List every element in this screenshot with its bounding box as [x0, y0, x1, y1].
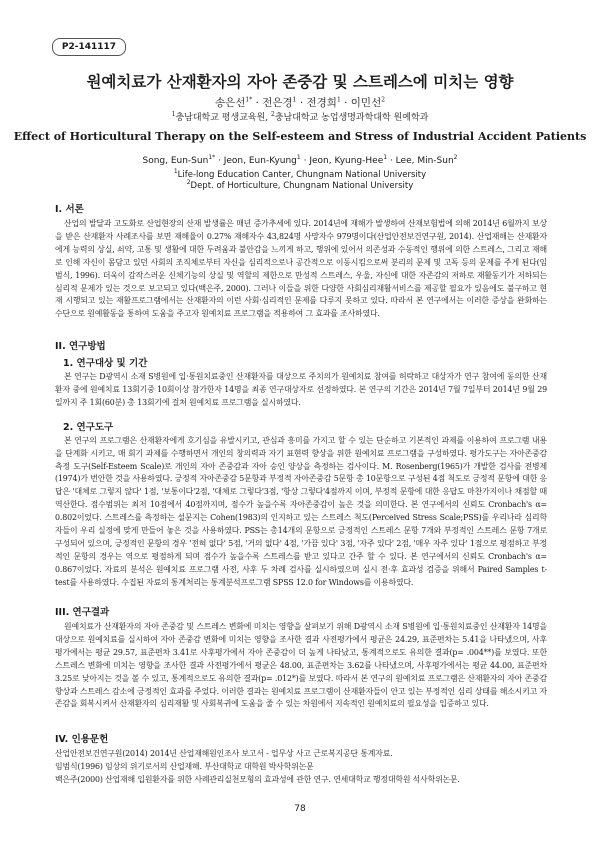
section-heading: III. 연구결과 [55, 607, 110, 618]
author-marker: 1* [245, 96, 253, 104]
author-name: 전경희 [306, 97, 337, 109]
authors-english [0, 156, 600, 166]
section-heading: II. 연구방법 [55, 341, 106, 352]
section-results [55, 604, 547, 711]
section-paragraph: 산업의 발달과 고도화로 산업현장의 산재 발생률은 매년 증가추세에 있다. 2014년에 재해가 발생하여 산재보험법에 의해 2014년 6월까지 보상을 받은 산재환자 사례조사를 보면 재해율이 0.27% 재해자수 43,824명 사망자수 979명이다(산업안전보건연구원, 2014). 산업재해는 산재환자에게 능력의 상실, 쇠약, 고통 및 생활에 대한 두려움과 불안감을 느끼게 하고, 행위에 있어서 의존성과 수동적인 행위에 의한 스트레스, 그리고 재해로 인해 자신이 몸담고 있던 사회의 조직체로부터 자신을 심리적으로나 공간적으로 이동시킴으로써 분리의 문제 및 고독 등의 문제를 주게 된다(임범식, 1996). 더욱이 감작스러운 신체기능의 상실 및 역할의 제한으로 만성적 스트레스, 우울, 자신에 대한 자존감의 저하로 재활동기가 저하되는 심리적 문제가 있는 것으로 보고되고 있다(백은주, 2000). 그러나 이들을 위한 다양한 사회심리재활서비스를 제공할 필요가 있음에도 불구하고 현재 시행되고 있는 재활프로그램에서는 산재환자의 이런 사회·심리적인 문제를 다루지 못하고 있다. 따라서 본 연구에서는 이러한 증상을 완화하는 수단으로 원예활동을 통하여 도움을 주고자 원예치료 프로그램을 적용하여 그 효과를 조사하였다. [55, 219, 547, 319]
presentation-code-badge: P2-141117 [52, 38, 126, 56]
author-marker: 1 [292, 96, 297, 104]
author-marker: 2 [381, 96, 386, 104]
author-name: Jeon, Kyung-Hee [309, 156, 384, 166]
section-heading: IV. 인용문헌 [55, 734, 109, 745]
author-marker: 1 [296, 154, 301, 161]
title-korean: 원예치료가 산재환자의 자아 존중감 및 스트레스에 미치는 영향 [86, 72, 514, 91]
affiliation-marker: 2 [186, 179, 191, 187]
author-separator: · [215, 156, 224, 166]
author-marker: 1 [336, 96, 341, 104]
section-paragraph: 본 연구는 D광역시 소재 S병원에 입·통원치료중인 산재환자를 대상으로 주치의가 원예치료 참여를 허락하고 대상자가 연구 참여에 동의한 산재환자 중에 원예치료 13회기중 10회이상 참가한자 14명을 최종 연구대상자로 선정하였다. 본 연구의 기간은 2014년 7월 7일부터 2014년 9월 29일까지 주 1회(60분) 총 13회기에 걸쳐 원예치료 프로그램을 실시하였다. [55, 372, 547, 407]
author-marker: 2 [453, 154, 458, 161]
author-separator: · [296, 97, 307, 109]
title-english: Effect of Horticultural Therapy on the Self-esteem and Stress of Industrial Accident Patients [13, 130, 587, 143]
author-marker: 1* [208, 154, 216, 161]
section-heading: I. 서론 [55, 204, 84, 215]
author-name: Lee, Min-Sun [395, 156, 454, 166]
subsection-heading: 1. 연구대상 및 기간 [63, 358, 148, 369]
affiliation-korean [0, 110, 600, 123]
affiliation-line [0, 170, 600, 181]
author-name: 이민선 [350, 97, 382, 109]
section-introduction [55, 201, 547, 321]
author-separator: · [300, 156, 310, 166]
authors-korean [0, 95, 600, 110]
reference-item: 산업안전보건연구원(2014) 2014년 산업재해원인조사 보고서 - 업무상 사고 근로복지공단 통계자료. [55, 749, 393, 758]
affiliation-line [0, 181, 600, 192]
author-marker: 1 [383, 154, 388, 161]
subsection-heading: 2. 연구도구 [63, 421, 114, 433]
affiliation-text: 충남대학교 평생교육원, [175, 113, 271, 123]
author-name: 전은경 [262, 97, 293, 109]
section-references [55, 731, 547, 787]
reference-item: 백은주(2000) 산업재해 입원환자를 위한 사례관리실천모형의 효과성에 관한 연구. 연세대학교 행정대학원 석사학위논문. [55, 774, 460, 784]
affiliation-english [0, 170, 600, 192]
affiliation-text: Life-long Education Canter, Chungnam National University [177, 170, 427, 180]
author-separator: · [252, 97, 263, 109]
author-separator: · [387, 156, 396, 166]
author-separator: · [340, 97, 351, 109]
affiliation-marker: 2 [271, 111, 275, 118]
section-paragraph: 본 연구의 프로그램은 산재환자에게 호기심을 유발시키고, 관심과 흥미를 가지고 할 수 있는 단순하고 기본적인 과제를 이용하여 프로그램 내용을 단계화 시키고, 매 회기 과제를 수행하면서 개인의 창의력과 자기 표현력 향상을 위한 원예치료 프로그램을 구성하였다. 평가도구는 자아존중감 측정 도구(Self-Esteem Scale)로 개인의 자아 존중감과 자아 승인 양상을 측정하는 검사이다. M. Rosenberg(1965)가 개발한 검사를 전병제(1974)가 번안한 것을 사용하였다. 긍정적 자아존중감 5문항과 부정적 자아존중감 5문항 총 10문항으로 구성된 4점 척도로 긍정적 문항에 대한 응답은 '대체로 그렇지 않다' 1점, '보통이다'2점, '대체로 그렇다'3점, '항상 그렇다'4점까지 이며, 부정적 문항에 대한 응답도 마찬가지이나 채점할 때 역산한다. 점수범위는 최저 10점에서 40점까지며, 점수가 높을수록 자아존중감이 높은 것을 의미한다. 본 연구에서의 신뢰도 Cronbach's α= 0.802이었다. 스트레스를 측정하는 설문지는 Cohen(1983)의 인지하고 있는 스트레스 척도(Perceived Stress Scale;PSS)를 우리나라 심리학자들이 우리 실정에 맞게 만들어 놓은 것을 사용하였다. PSS는 총14개의 문항으로 긍정적인 스트레스 문항 7개와 부정적인 스트레스 문항 7개로 구성되어 있으며, 긍정적인 문항의 경우 '전혀 없다' 5점, '거의 없다' 4점, '가끔 있다' 3점, '자주 있다' 2점, '매우 자주 있다' 1점으로 평점하고 부정적인 문항의 경우는 역으로 평점하게 되며 점수가 높을수록 스트레스를 받고 있다고 간주 할 수 있다. 본 연구에서의 신뢰도 Cronbach's α= 0.867이었다. 자료의 분석은 원예치료 프로그램 사전, 사후 두 차례 검사를 실시하였으며 실시 전·후 효과성 검증을 위해서 Paired Samples t-test를 사용하였다. 수집된 자료의 통계처리는 통계분석프로그램 SPSS 12.0 for Windows를 이용하였다. [55, 435, 547, 587]
affiliation-text: 충남대학교 농업생명과학대학 원예학과 [274, 113, 429, 123]
section-methods [55, 338, 547, 590]
affiliation-marker: 1 [171, 111, 176, 118]
page-number: 78 [294, 804, 306, 814]
affiliation-text: Dept. of Horticulture, Chungnam National University [190, 181, 414, 191]
section-paragraph: 원예치료가 산재환자의 자아 존중감 및 스트레스 변화에 미치는 영향을 살펴보기 위해 D광역시 소재 S병원에 입·통원치료중인 산재환자 14명을 대상으로 원예치료를 실시하여 자아 존중감 변화에 미치는 영향을 조사한 결과 사전평가에서 평균은 24.29, 표준편차는 5.41을 나타냈으며, 사후평가에서는 평균 29.57, 표준편차 3.41로 사후평가에서 자아 존중감이 더 높게 나타났고, 통계적으로도 유의한 결과(p= .004**)를 보였다. 또한 스트레스 변화에 미치는 영향을 조사한 결과 사전평가에서 평균은 48.00, 표준편차는 3.62를 나타냈으며, 사후평가에서는 평균 44.00, 표준편차 3.25로 낮아지는 것을 볼 수 있고, 통계적으로도 유의한 결과(p= .012*)를 보였다. 따라서 본 연구의 원예치료 프로그램은 산재환자의 자아 존중감 향상과 스트레스 감소에 긍정적인 효과를 주었다. 이러한 결과는 원예치료 프로그램이 산재환자들이 안고 있는 부정적인 심리 상태를 해소시키고 자존감을 회복시켜서 산재환자의 심리재활 및 사회복귀에 도움을 줄 수 있는 차원에서 지속적인 원예치료의 필요성을 입증하고 있다. [55, 622, 547, 709]
reference-item: 임범식(1996) 임상의 위기로서의 산업재해. 부산대학교 대학원 박사학위논문 [55, 761, 314, 771]
affiliation-marker: 1 [173, 168, 178, 176]
author-name: Song, Eun-Sun [142, 156, 209, 166]
author-name: 송은선 [214, 97, 246, 109]
author-name: Jeon, Eun-Kyung [223, 156, 297, 166]
